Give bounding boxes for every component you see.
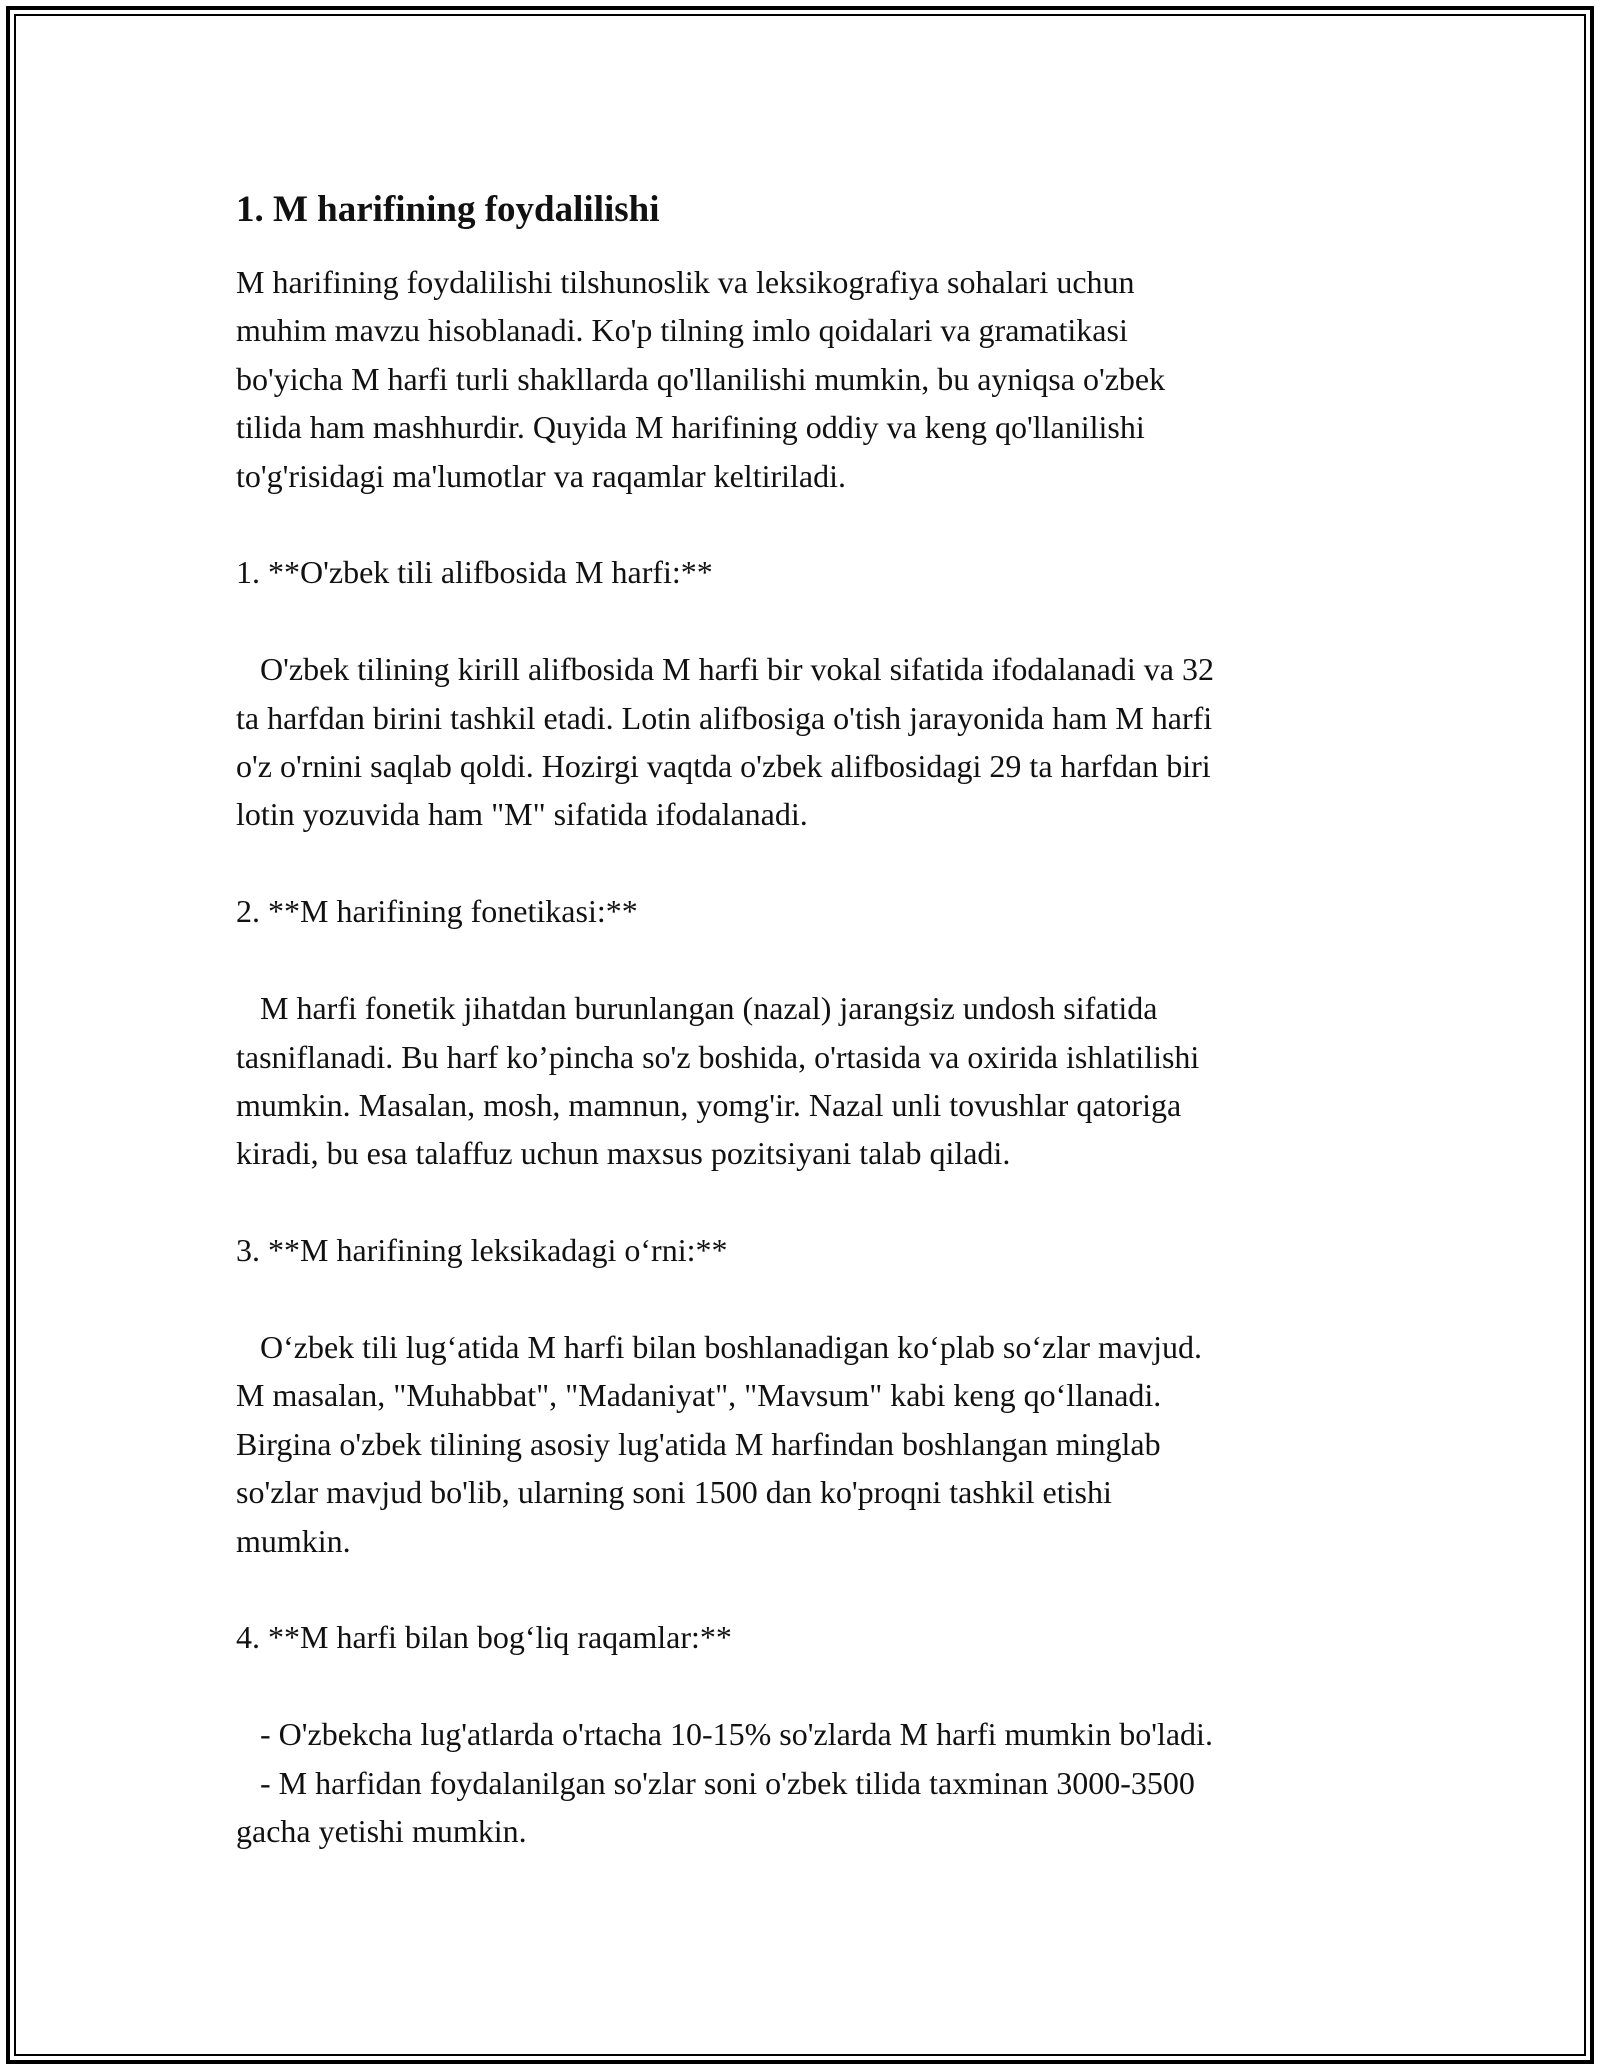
section-4-heading: 4. **M harfi bilan bog‘liq raqamlar:**	[236, 1619, 732, 1656]
blank-line	[236, 936, 1376, 984]
section-2-body: M harfi fonetik jihatdan burunlangan (nazal) jarangsiz undosh sifatida tasniflanadi. Bu harf ko’pincha so'z boshida, o'rtasida va oxirida ishlatilishi mumkin. Masalan, mosh, mamnun, yomg'ir. Nazal unli tovushlar qatoriga kiradi, bu esa talaffuz uchun maxsus pozitsiyani talab qiladi.	[236, 990, 1200, 1172]
blank-line	[236, 500, 1376, 548]
blank-line	[236, 597, 1376, 645]
blank-line	[236, 1178, 1376, 1226]
document-body	[236, 186, 1376, 1855]
blank-line	[236, 1662, 1376, 1710]
section-3-heading: 3. **M harifining leksikadagi o‘rni:**	[236, 1232, 728, 1269]
blank-line	[236, 1565, 1376, 1613]
blank-line	[236, 839, 1376, 887]
section-4-body: - O'zbekcha lug'atlarda o'rtacha 10-15% so'zlarda M harfi mumkin bo'ladi. - M harfidan foydalanilgan so'zlar soni o'zbek tilida taxminan 3000-3500 gacha yetishi mumkin.	[236, 1716, 1213, 1849]
intro-paragraph: M harifining foydalilishi tilshunoslik va leksikografiya sohalari uchun muhim mavzu hisoblanadi. Ko'p tilning imlo qoidalari va gramatikasi bo'yicha M harfi turli shakllarda qo'llanilishi mumkin, bu ayniqsa o'zbek tilida ham mashhurdir. Quyida M harifining oddiy va keng qo'llanilishi to'g'risidagi ma'lumotlar va raqamlar keltiriladi.	[236, 264, 1166, 494]
blank-line	[236, 1275, 1376, 1323]
document-title: 1. M harifining foydalilishi	[236, 189, 660, 230]
section-2-heading: 2. **M harifining fonetikasi:**	[236, 893, 638, 930]
section-3-body: O‘zbek tili lug‘atida M harfi bilan boshlanadigan ko‘plab so‘zlar mavjud. M masalan, "Muhabbat", "Madaniyat", "Mavsum" kabi keng qo‘llanadi. Birgina o'zbek tilining asosiy lug'atida M harfindan boshlangan minglab so'zlar mavjud bo'lib, ularning soni 1500 dan ko'proqni tashkil etishi mumkin.	[236, 1328, 1202, 1559]
section-1-heading: 1. **O'zbek tili alifbosida M harfi:**	[236, 554, 713, 591]
section-1-body: O'zbek tilining kirill alifbosida M harfi bir vokal sifatida ifodalanadi va 32 ta harfdan birini tashkil etadi. Lotin alifbosiga o'tish jarayonida ham M harfi o'z o'rnini saqlab qoldi. Hozirgi vaqtda o'zbek alifbosidagi 29 ta harfdan biri lotin yozuvida ham "M" sifatida ifodalanadi.	[236, 651, 1214, 833]
